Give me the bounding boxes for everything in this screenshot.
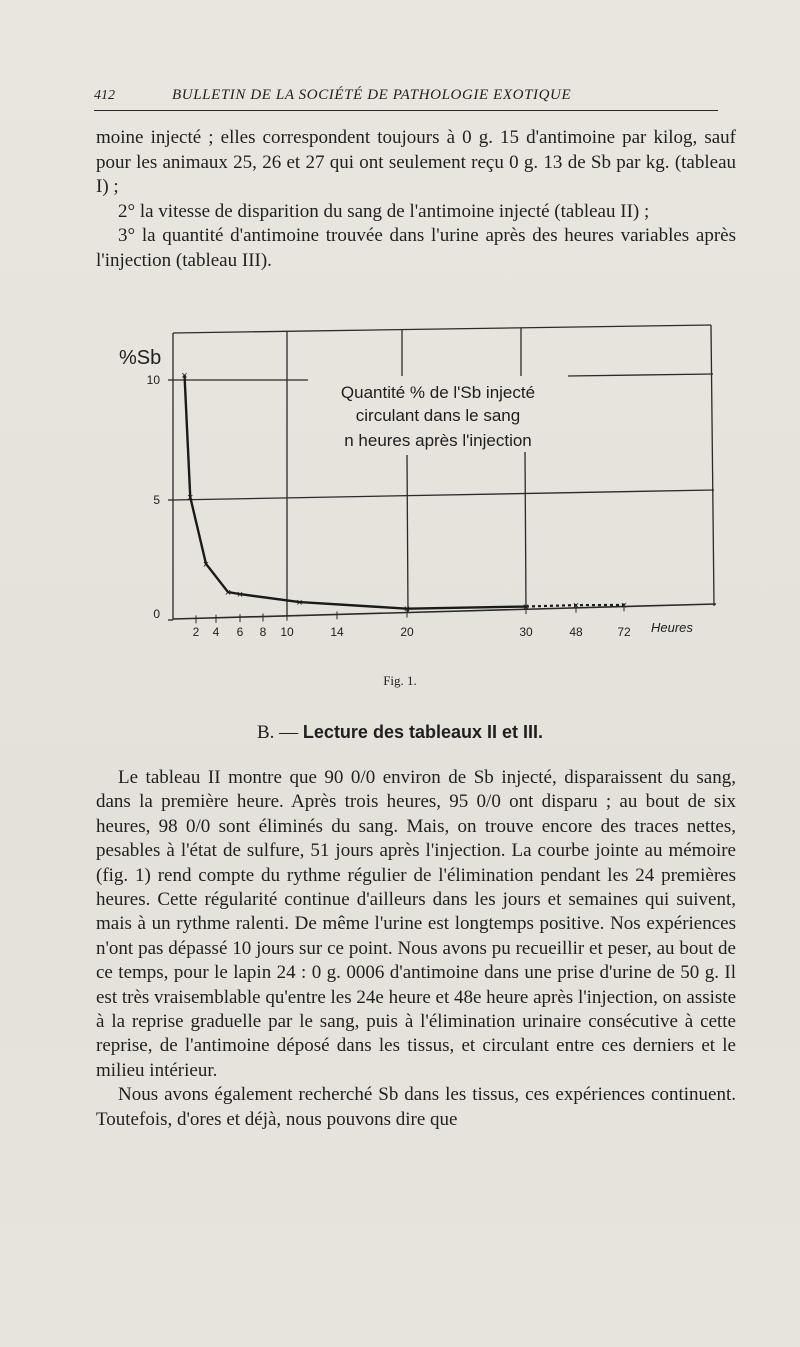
paragraph: 2° la vitesse de disparition du sang de l'antimoine injecté (tableau II) ;	[118, 200, 650, 222]
y-tick-label: 10	[146, 373, 160, 387]
journal-title: BULLETIN DE LA SOCIÉTÉ DE PATHOLOGIE EXOTIQUE	[172, 87, 572, 103]
x-tick-label: 72	[617, 625, 631, 639]
body-text	[96, 766, 736, 1132]
section-title	[0, 722, 800, 744]
data-point: ×	[187, 492, 194, 505]
paragraph: Le tableau II montre que 90 0/0 environ de Sb injecté, disparaissent du sang, dans la première heure. Après trois heures, 95 0/0 ont disparu ; au bout de six heures, 98 0/0 sont éliminés du sang. Mais, on trouve encore des traces nettes, pesables à l'état de sulfure, 51 jours après l'injection. La courbe jointe au mémoire (fig. 1) rend compte du rythme régulier de l'élimination pendant les 24 premières heures. Cette régularité continue d'ailleurs dans les jours et semaines qui suivent, mais à un rythme ralenti. De même l'urine est longtemps positive. Nos expériences n'ont pas dépassé 10 jours sur ce point. Nous avons pu recueillir et peser, au bout de ce temps, pour le lapin 24 : 0 g. 0006 d'antimoine dans une prise d'urine de 50 g. Il est très vraisemblable qu'entre les 24e heure et 48e heure après l'injection, on assiste à la reprise graduelle par le sang, puis à l'élimination urinaire consécutive à cette reprise, de l'antimoine déposé dans les tissus, et circulant entre ces derniers et le milieu intérieur.	[96, 767, 736, 1081]
section-label: Lecture des tableaux II et III.	[302, 722, 544, 742]
y-tick-labels	[147, 373, 161, 621]
data-point: ×	[202, 558, 210, 571]
elimination-chart	[0, 310, 800, 660]
frame-top	[173, 325, 711, 333]
x-tick-label: 8	[259, 625, 267, 639]
page-number: 412	[94, 88, 115, 103]
paragraph: 3° la quantité d'antimoine trouvée dans l'urine après des heures variables après l'injection (tableau III).	[96, 225, 736, 271]
paragraph: Nous avons également recherché Sb dans les tissus, ces expériences continuent. Toutefois, d'ores et déjà, nous pouvons dire que	[96, 1084, 736, 1130]
data-point: ×	[181, 369, 188, 382]
y-tick-label: 0	[153, 607, 160, 621]
data-point: ×	[296, 597, 303, 610]
x-tick-label: 48	[569, 625, 583, 639]
intro-text	[96, 126, 736, 273]
frame-right	[711, 325, 714, 606]
data-point: ×	[403, 603, 411, 616]
x-tick-label: 14	[330, 625, 344, 639]
chart-title-line: circulant dans le sang	[355, 406, 521, 425]
x-axis-label: Heures	[651, 620, 693, 635]
y-tick-label: 5	[153, 493, 160, 507]
data-point: ×	[522, 601, 530, 614]
y-axis-label: %Sb	[119, 347, 162, 369]
chart-title-line: Quantité % de l'Sb injecté	[340, 383, 536, 402]
data-point: ×	[224, 587, 232, 600]
chart-grid	[168, 325, 716, 620]
gridline-x20	[407, 455, 408, 612]
gridline-y5	[173, 490, 714, 500]
chart-title-line: n heures après l'injection	[344, 431, 532, 450]
x-tick-label: 10	[280, 625, 294, 639]
data-point: ×	[620, 599, 628, 612]
x-tick-label: 30	[519, 625, 533, 639]
data-point: ×	[572, 600, 580, 613]
x-tick-label: 6	[236, 625, 244, 639]
gridline-y10-right	[568, 374, 713, 376]
gridline-x30	[525, 452, 526, 610]
figure-caption: Fig. 1.	[383, 673, 417, 688]
x-axis	[173, 601, 716, 619]
section-prefix: B. —	[256, 722, 299, 743]
running-header	[94, 86, 718, 111]
x-tick-label: 20	[400, 625, 414, 639]
data-point: ×	[236, 589, 244, 602]
chart-title	[341, 383, 535, 450]
x-tick-label: 4	[212, 625, 220, 639]
paragraph: moine injecté ; elles correspondent toujours à 0 g. 15 d'antimoine par kilog, sauf pour les animaux 25, 26 et 27 qui ont seulement reçu 0 g. 13 de Sb par kg. (tableau I) ;	[96, 127, 736, 197]
x-tick-label: 2	[192, 625, 200, 639]
